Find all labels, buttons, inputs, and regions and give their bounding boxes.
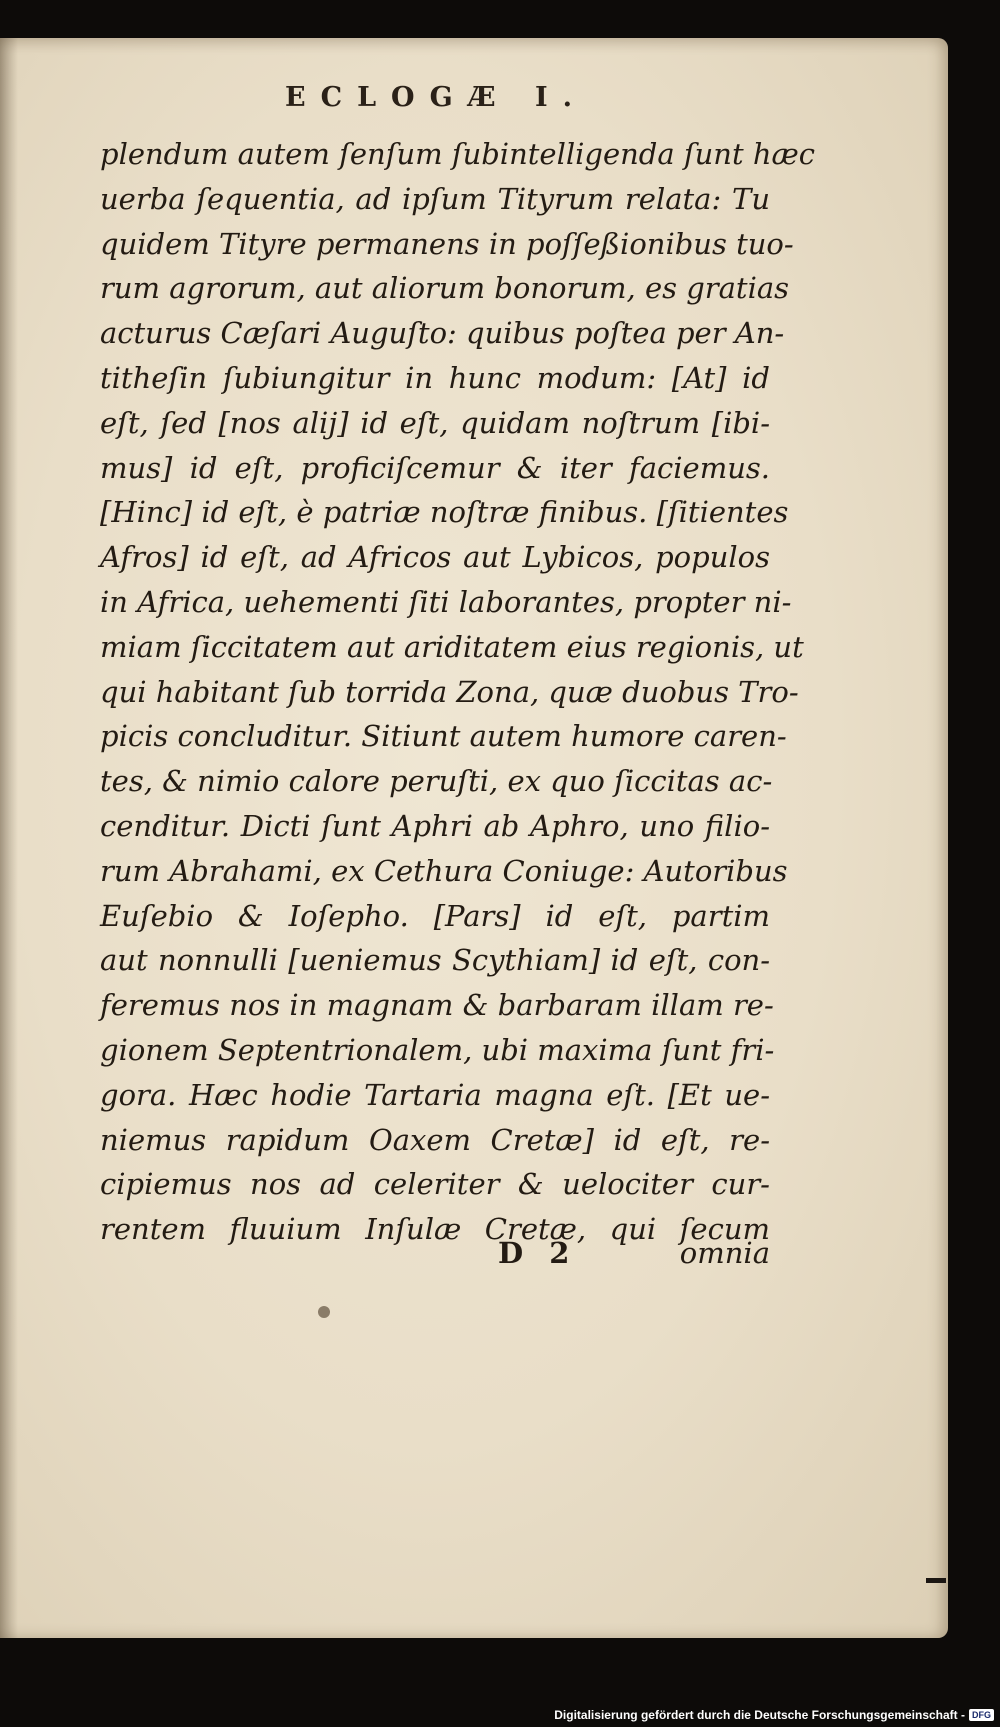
text-line: gionem Septentrionalem, ubi maxima ſunt fri- xyxy=(100,1032,775,1067)
text-line: niemus rapidum Oaxem Cretæ] id eſt, re- xyxy=(100,1122,770,1157)
signature-mark: D 2 xyxy=(498,1236,578,1270)
body-text xyxy=(100,132,816,1252)
text-line: miam ſiccitatem aut ariditatem eius regionis, ut xyxy=(100,629,804,664)
text-line: tes, & nimio calore peruſti, ex quo ſiccitas ac- xyxy=(100,764,773,799)
catchword: omnia xyxy=(679,1236,770,1270)
page-edge-mark xyxy=(926,1578,946,1583)
running-head: ECLOGÆ I. xyxy=(285,82,587,113)
text-line: [Hinc] id eſt, è patriæ noſtræ finibus. [ſitientes xyxy=(100,495,789,530)
text-line: acturus Cæſari Auguſto: quibus poſtea per An- xyxy=(100,316,785,351)
text-line: cenditur. Dicti ſunt Aphri ab Aphro, uno filio- xyxy=(100,808,770,843)
text-line: gora. Hæc hodie Tartaria magna eſt. [Et ue- xyxy=(100,1077,770,1112)
text-line: aut nonnulli [ueniemus Scythiam] id eſt, con- xyxy=(100,943,770,978)
text-line: rentem fluuium Inſulæ Cretæ, qui ſecum xyxy=(100,1212,770,1247)
text-line: qui habitant ſub torrida Zona, quæ duobus Tro- xyxy=(100,674,799,709)
text-line: mus] id eſt, proficiſcemur & iter faciemus. xyxy=(100,450,770,485)
text-line: eſt, ſed [nos alij] id eſt, quidam noſtrum [ibi- xyxy=(100,405,770,440)
text-line: plendum autem ſenſum ſubintelligenda ſunt hæc xyxy=(100,137,816,171)
text-line: uerba ſequentia, ad ipſum Tityrum relata: Tu xyxy=(100,181,770,216)
text-line: in Africa, uehementi ſiti laborantes, propter ni- xyxy=(100,584,792,619)
text-line: picis concluditur. Sitiunt autem humore caren- xyxy=(100,719,787,754)
text-line: quidem Tityre permanens in poſſeßionibus tuo- xyxy=(100,226,794,261)
text-line: Euſebio & Ioſepho. [Pars] id eſt, partim xyxy=(100,898,770,933)
text-line: rum agrorum, aut aliorum bonorum, es gratias xyxy=(100,271,790,306)
text-line: Afros] id eſt, ad Africos aut Lybicos, populos xyxy=(100,540,770,575)
dfg-logo: DFG xyxy=(969,1709,994,1721)
page-footer xyxy=(100,1236,770,1280)
credit-text: Digitalisierung gefördert durch die Deutsche Forschungsgemeinschaft - xyxy=(554,1708,965,1722)
text-line: cipiemus nos ad celeriter & uelociter cur- xyxy=(100,1167,770,1202)
ink-spot xyxy=(318,1306,330,1318)
digitization-credit xyxy=(554,1708,994,1722)
text-line: titheſin ſubiungitur in hunc modum: [At] id xyxy=(100,360,770,395)
paper-leaf xyxy=(0,38,948,1638)
text-line: feremus nos in magnam & barbaram illam re- xyxy=(100,988,774,1023)
text-line: rum Abrahami, ex Cethura Coniuge: Autoribus xyxy=(100,853,788,888)
gutter-shadow xyxy=(0,38,18,1638)
